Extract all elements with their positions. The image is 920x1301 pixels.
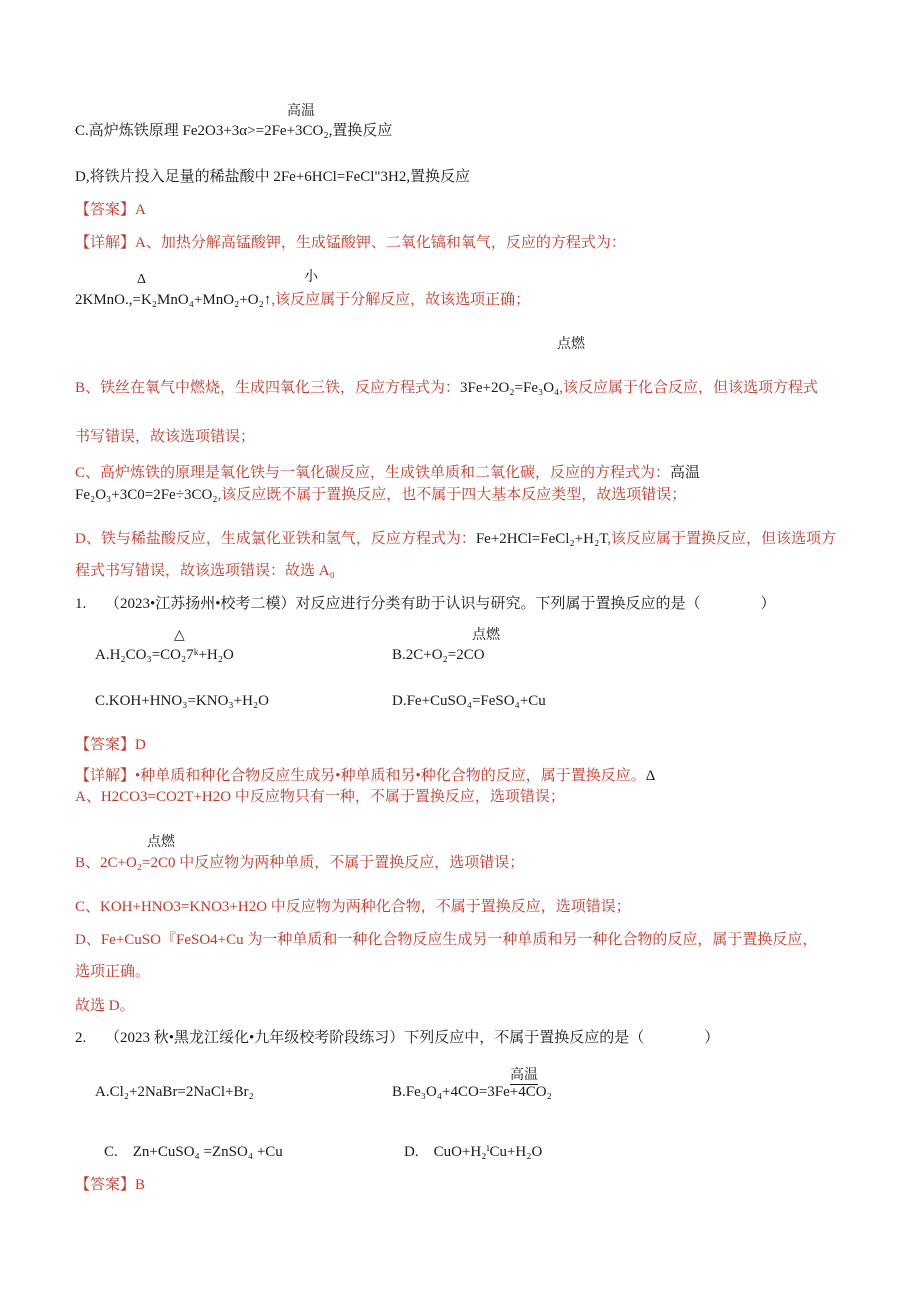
detail-c-text: C、高炉炼铁的原理是氧化铁与一氧化碳反应，生成铁单质和二氧化碳，反应的方程式为：	[75, 465, 671, 481]
detail-intro: 【详解】A、加热分解高锰酸钾，生成锰酸钾、二氧化镐和氧气，反应的方程式为：	[75, 235, 626, 251]
detail-c-note: ,该反应既不属于置换反应，也不属于四大基本反应类型，故选项错误；	[217, 487, 687, 503]
question-1-option-a: A.H₂CO₃=CO₂7ᵏ+H₂O	[95, 647, 234, 663]
question-2-stem: （2023 秋•黑龙江绥化•九年级校考阶段练习）下列反应中，不属于置换反应的是（ ）	[105, 1030, 720, 1046]
question-2-option-d: D. CuO+H₂ⁱCu+H₂O	[404, 1144, 543, 1160]
condition-high-temp: 高温	[670, 465, 701, 481]
detail2-conclusion: 故选 D。	[75, 998, 135, 1014]
detail2-b: B、2C+O₂=2C0 中反应物为两种单质，不属于置换反应，选项错误；	[75, 855, 525, 871]
detail2-a: A、H2CO3=CO2T+H2O 中反应物只有一种，不属于置换反应，选项错误；	[75, 789, 565, 805]
equation: 3Fe+2O₂=Fe₃O₄	[460, 380, 560, 396]
detail2-d-cont: 选项正确。	[75, 964, 151, 980]
detail-b-cont: 书写错误，故该选项错误；	[75, 429, 256, 445]
detail2-intro: 【详解】•种单质和种化合物反应生成另•种单质和另•种化合物的反应，属于置换反应。	[75, 768, 646, 784]
detail-a-note: ,该反应属于分解反应，故该选项正确；	[271, 292, 531, 308]
question-2-option-b: B.Fe₃O₄+4CO=3Fe+4CO₂	[392, 1084, 552, 1100]
question-2-option-c: C. Zn+CuSO₄ =ZnSO₄ +Cu	[104, 1144, 283, 1160]
option-d-prev: D,将铁片投入足量的稀盐酸中 2Fe+6HCl=FeCl"3H2,置换反应	[75, 169, 471, 185]
detail-a-line	[75, 290, 530, 310]
equation: Fe₂O₃+3C0=2Fe÷3CO₂	[75, 487, 218, 503]
detail-d-text: D、铁与稀盐酸反应，生成氯化亚铁和氢气，反应方程式为：	[75, 531, 476, 547]
question-2-number: 2.	[75, 1030, 87, 1046]
detail-d-line	[75, 529, 836, 549]
detail2-c: C、KOH+HNO3=KNO3+H2O 中反应物为两种化合物，不属于置换反应，选项错误；	[75, 899, 631, 915]
question-1-option-c: C.KOH+HNO₃=KNO₃+H₂O	[95, 693, 269, 709]
question-1-stem: （2023•江苏扬州•校考二模）对反应进行分类有助于认识与研究。下列属于置换反应的是（ ）	[105, 596, 776, 612]
condition-ignite: 点燃	[147, 835, 175, 850]
condition-heat: Δ	[645, 768, 656, 784]
detail-b-text: B、铁丝在氧气中燃烧，生成四氧化三铁，反应方程式为：	[75, 380, 461, 396]
detail-c-eq-line	[75, 485, 686, 505]
question-1-number: 1.	[75, 596, 87, 612]
condition-ignite: 点燃	[472, 628, 500, 643]
answer-label: 【答案】D	[75, 737, 146, 753]
detail-d-cont: 程式书写错误，故该选项错误：故选 A₀	[75, 563, 335, 579]
question-1-option-b: B.2C+O₂=2CO	[392, 647, 485, 663]
condition-heat: Δ	[137, 272, 147, 287]
condition-high-temp: 高温	[510, 1068, 538, 1083]
detail-c-line	[75, 463, 700, 483]
answer-label: 【答案】B	[75, 1177, 146, 1193]
condition-mark: 小	[304, 270, 318, 285]
detail2-d: D、Fe+CuSO『FeSO4+Cu 为一种单质和一种化合物反应生成另一种单质和另一种化合物的反应，属于置换反应，	[75, 932, 818, 948]
detail2-intro-line	[75, 766, 655, 786]
question-2-option-a: A.Cl₂+2NaBr=2NaCl+Br₂	[95, 1084, 254, 1100]
question-1-option-d: D.Fe+CuSO₄=FeSO₄+Cu	[392, 693, 546, 709]
detail-d-note: ,该反应属于置换反应，但该选项方	[607, 531, 837, 547]
equation: 2KMnO.,=K₂MnO₄+MnO₂+O₂↑	[75, 292, 272, 308]
detail-b-note: ,该反应属于化合反应，但该选项方程式	[559, 380, 819, 396]
condition-high-temp: 高温	[287, 104, 315, 119]
option-c-prev: C.高炉炼铁原理 Fe2O3+3α>=2Fe+3CO₂,置换反应	[75, 123, 393, 139]
answer-label: 【答案】A	[75, 202, 146, 218]
condition-ignite: 点燃	[557, 337, 585, 352]
equation: Fe+2HCl=FeCl₂+H₂T	[475, 531, 608, 547]
detail-b-line	[75, 378, 818, 398]
condition-heat: △	[174, 628, 185, 643]
